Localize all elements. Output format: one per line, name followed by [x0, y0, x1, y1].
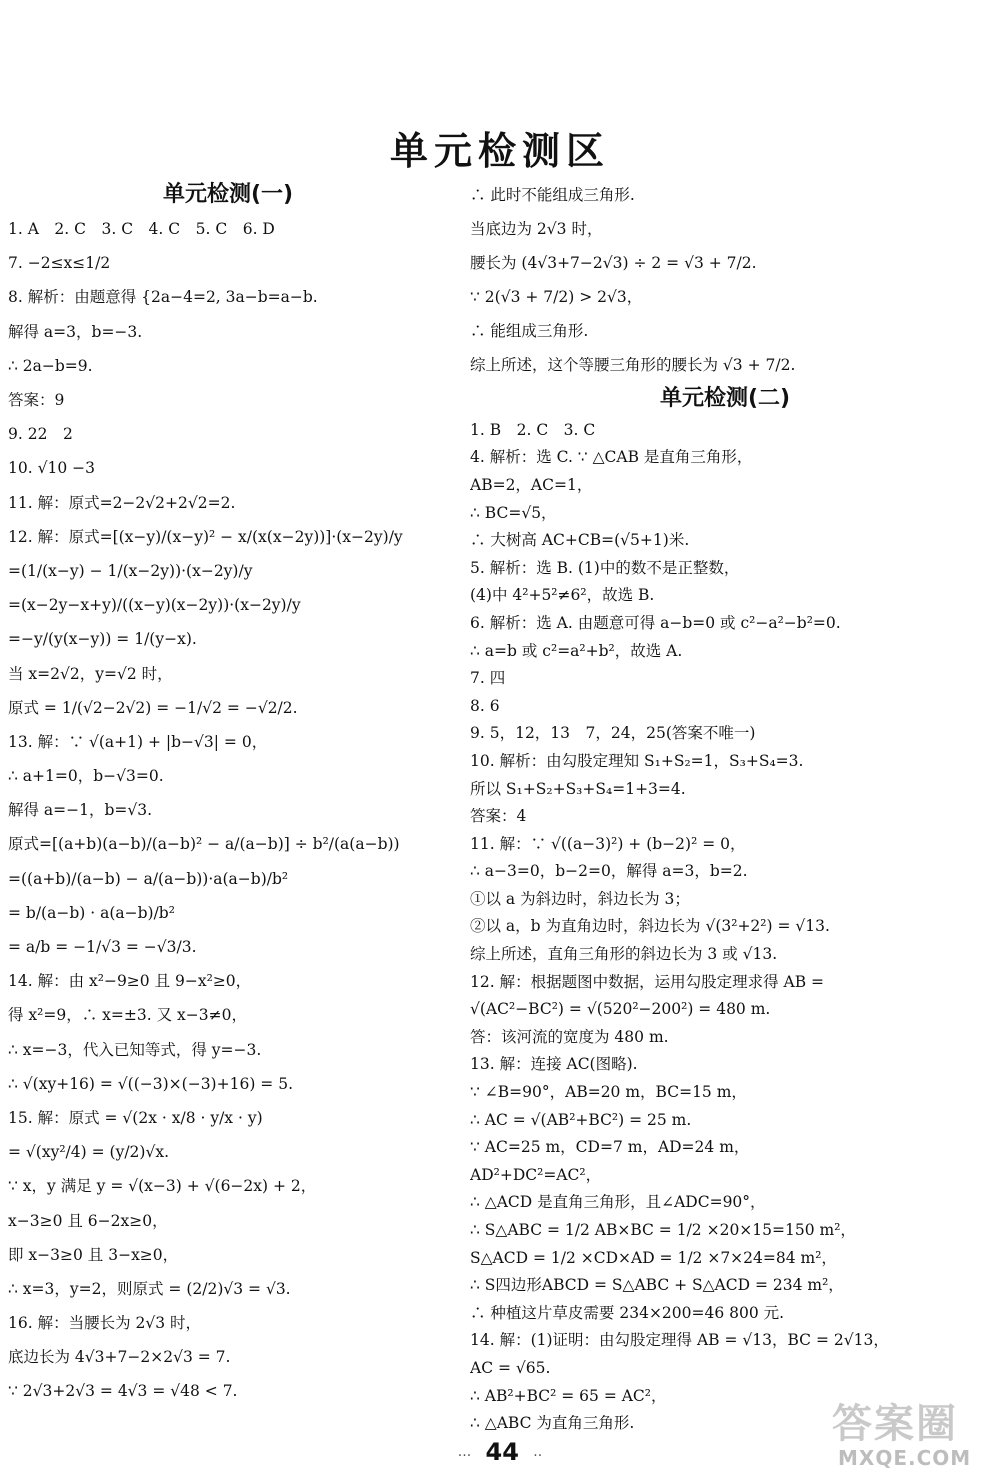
answer-line: = b/(a−b) · a(a−b)/b² — [8, 903, 175, 922]
answer-line: AB=2，AC=1， — [470, 475, 593, 494]
answer-line: 原式 = 1/(√2−2√2) = −1/√2 = −√2/2. — [8, 698, 298, 717]
answer-line: =((a+b)/(a−b) − a/(a−b))·a(a−b)/b² — [8, 869, 289, 888]
answer-line: ∴ a+1=0，b−√3=0. — [8, 767, 164, 786]
answer-line: 腰长为 (4√3+7−2√3) ÷ 2 = √3 + 7/2. — [470, 254, 757, 272]
answer-line: ∴ 能组成三角形. — [470, 322, 589, 340]
answer-line: ∵ ∠B=90°，AB=20 m，BC=15 m， — [470, 1083, 747, 1102]
answer-line: = a/b = −1/√3 = −√3/3. — [8, 938, 197, 957]
page-number: 44 — [485, 1438, 519, 1466]
answer-line: √(AC²−BC²) = √(520²−200²) = 480 m. — [470, 1000, 771, 1019]
answer-line: 13. 解：连接 AC(图略). — [470, 1055, 638, 1074]
right-continued-answers — [470, 178, 980, 382]
answer-line: 底边长为 4√3+7−2×2√3 = 7. — [8, 1348, 231, 1367]
answer-line: 答案：4 — [470, 807, 527, 826]
answer-line: 答：该河流的宽度为 480 m. — [470, 1027, 669, 1046]
footer-dots-left: ··· — [457, 1448, 472, 1464]
answer-line: ①以 a 为斜边时，斜边长为 3； — [470, 889, 690, 908]
answer-line: 7. −2≤x≤1/2 — [8, 254, 111, 273]
answer-line: 综上所述，这个等腰三角形的腰长为 √3 + 7/2. — [470, 356, 796, 374]
answer-line: 12. 解：根据题图中数据，运用勾股定理求得 AB = — [470, 972, 825, 991]
answer-line: x−3≥0 且 6−2x≥0， — [8, 1211, 168, 1230]
answer-line: ∴ △ACD 是直角三角形，且∠ADC=90°， — [470, 1193, 766, 1212]
watermark-logo — [832, 1402, 992, 1474]
answer-line: =(x−2y−x+y)/((x−y)(x−2y))·(x−2y)/y — [8, 596, 301, 615]
answer-line: ∴ x=3，y=2，则原式 = (2/2)√3 = √3. — [8, 1279, 291, 1298]
watermark-url: MXQE.COM — [838, 1446, 972, 1470]
answer-line: 15. 解：原式 = √(2x · x/8 · y/x · y) — [8, 1108, 263, 1127]
answer-line: 6. 解析：选 A. 由题意可得 a−b=0 或 c²−a²−b²=0. — [470, 613, 841, 632]
section-title-unit-1: 单元检测(一) — [162, 182, 294, 207]
answer-line: 1. B 2. C 3. C — [470, 420, 596, 439]
watermark-mark: 答案圈 — [832, 1401, 958, 1447]
footer-dots-right: ·· — [533, 1448, 543, 1464]
answer-line: ∴ 2a−b=9. — [8, 356, 93, 375]
answer-line: 9. 5，12，13 7，24，25(答案不唯一) — [470, 724, 756, 743]
answer-line: 所以 S₁+S₂+S₃+S₄=1+3=4. — [470, 779, 686, 798]
right-column — [470, 178, 980, 1437]
answer-line: 8. 解析：由题意得 {2a−4=2, 3a−b=a−b. — [8, 288, 318, 307]
answer-line: 答案：9 — [8, 391, 65, 410]
answer-line: 14. 解：由 x²−9≥0 且 9−x²≥0， — [8, 972, 252, 991]
answer-line: ∴ x=−3，代入已知等式，得 y=−3. — [8, 1040, 262, 1059]
answer-line: ∴ BC=√5， — [470, 503, 557, 522]
answer-line: ∵ AC=25 m，CD=7 m，AD=24 m， — [470, 1138, 750, 1157]
answer-line: ∴ S△ABC = 1/2 AB×BC = 1/2 ×20×15=150 m²， — [470, 1221, 856, 1240]
answer-line: 7. 四 — [470, 669, 506, 688]
answer-line: 得 x²=9，∴ x=±3. 又 x−3≠0， — [8, 1006, 247, 1025]
answer-line: 12. 解：原式=[(x−y)/(x−y)² − x/(x(x−2y))]·(x−2y)/y — [8, 527, 403, 546]
answer-line: 8. 6 — [470, 696, 500, 715]
answer-line: 解得 a=3，b=−3. — [8, 322, 143, 341]
answer-line: 原式=[(a+b)(a−b)/(a−b)² − a/(a−b)] ÷ b²/(a(a−b)) — [8, 835, 400, 854]
answer-line: ∵ 2√3+2√3 = 4√3 = √48 < 7. — [8, 1382, 238, 1401]
left-answer-list — [8, 212, 448, 1409]
answer-line: ∴ 大树高 AC+CB=(√5+1)米. — [470, 531, 690, 550]
answer-line: 即 x−3≥0 且 3−x≥0， — [8, 1245, 179, 1264]
answer-line: 综上所述，直角三角形的斜边长为 3 或 √13. — [470, 945, 778, 964]
page-title: 单元检测区 — [389, 129, 610, 173]
answer-line: 1. A 2. C 3. C 4. C 5. C 6. D — [8, 220, 275, 239]
answer-line: 解得 a=−1，b=√3. — [8, 801, 153, 820]
section-title-unit-2: 单元检测(二) — [659, 386, 791, 411]
answer-line: ∴ S四边形ABCD = S△ABC + S△ACD = 234 m²， — [470, 1276, 844, 1295]
answer-line: =(1/(x−y) − 1/(x−2y))·(x−2y)/y — [8, 561, 253, 580]
answer-line: S△ACD = 1/2 ×CD×AD = 1/2 ×7×24=84 m²， — [470, 1248, 837, 1267]
answer-line: 11. 解：∵ √((a−3)²) + (b−2)² = 0， — [470, 834, 746, 853]
answer-line: 13. 解：∵ √(a+1) + |b−√3| = 0， — [8, 732, 268, 751]
answer-line: (4)中 4²+5²≠6²，故选 B. — [470, 586, 655, 605]
answer-line: AD²+DC²=AC²， — [470, 1165, 602, 1184]
answer-line: ∵ x，y 满足 y = √(x−3) + √(6−2x) + 2， — [8, 1177, 317, 1196]
answer-line: ∴ 种植这片草皮需要 234×200=46 800 元. — [470, 1303, 785, 1322]
answer-line: 当 x=2√2，y=√2 时， — [8, 664, 173, 683]
answer-line: AC = √65. — [470, 1358, 551, 1377]
answer-line: 10. √10 −3 — [8, 459, 95, 478]
answer-line: 4. 解析：选 C. ∵ △CAB 是直角三角形， — [470, 448, 753, 467]
answer-line: ∴ △ABC 为直角三角形. — [470, 1414, 635, 1433]
answer-line: ∴ 此时不能组成三角形. — [470, 186, 635, 204]
answer-line: 5. 解析：选 B. (1)中的数不是正整数， — [470, 558, 740, 577]
right-answer-list — [470, 416, 980, 1437]
answer-line: ∴ AB²+BC² = 65 = AC²， — [470, 1386, 667, 1405]
answer-line: ∴ a−3=0，b−2=0，解得 a=3，b=2. — [470, 862, 748, 881]
answer-line: ∴ √(xy+16) = √((−3)×(−3)+16) = 5. — [8, 1074, 293, 1093]
answer-line: 10. 解析：由勾股定理知 S₁+S₂=1，S₃+S₄=3. — [470, 751, 804, 770]
answer-line: 11. 解：原式=2−2√2+2√2=2. — [8, 493, 236, 512]
answer-line: ②以 a，b 为直角边时，斜边长为 √(3²+2²) = √13. — [470, 917, 830, 936]
answer-line: 16. 解：当腰长为 2√3 时， — [8, 1314, 202, 1333]
answer-line: 9. 22 2 — [8, 425, 73, 444]
answer-line: = √(xy²/4) = (y/2)√x. — [8, 1143, 170, 1162]
answer-line: ∵ 2(√3 + 7/2) > 2√3， — [470, 288, 643, 306]
answer-line: ∴ a=b 或 c²=a²+b²，故选 A. — [470, 641, 683, 660]
answer-line: =−y/(y(x−y)) = 1/(y−x). — [8, 630, 197, 649]
answer-line: ∴ AC = √(AB²+BC²) = 25 m. — [470, 1110, 692, 1129]
answer-line: 14. 解：(1)证明：由勾股定理得 AB = √13，BC = 2√13， — [470, 1331, 889, 1350]
left-column — [8, 178, 448, 1409]
answer-line: 当底边为 2√3 时， — [470, 220, 603, 238]
